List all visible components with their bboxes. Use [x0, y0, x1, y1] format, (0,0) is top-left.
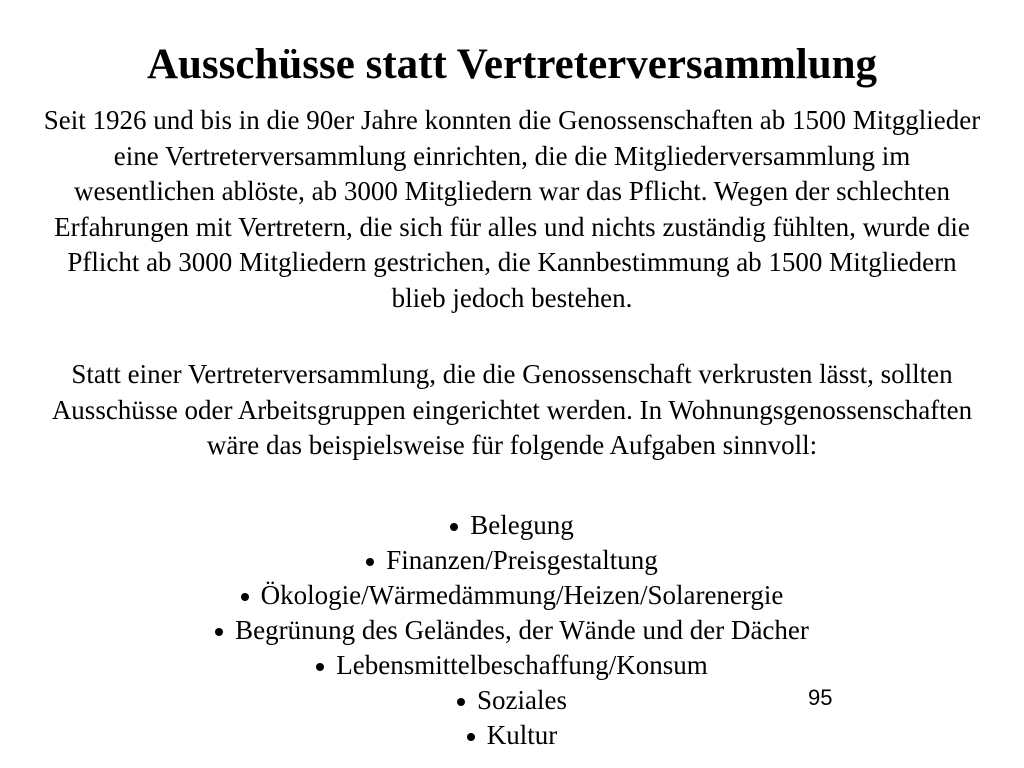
- bullet-dot-icon: [366, 558, 374, 566]
- bullet-dot-icon: [457, 698, 465, 706]
- list-item-label: Lebensmittelbeschaffung/Konsum: [336, 650, 708, 680]
- list-item-label: Begrünung des Geländes, der Wände und der Dächer: [235, 615, 809, 645]
- list-item: [40, 543, 984, 578]
- slide-title: Ausschüsse statt Vertreterversammlung: [146, 41, 878, 88]
- list-item-label: Soziales: [477, 685, 567, 715]
- list-item-label: Finanzen/Preisgestaltung: [386, 545, 658, 575]
- task-list: [40, 508, 984, 753]
- bullet-dot-icon: [450, 523, 458, 531]
- proposal-paragraph: Statt einer Vertreterversammlung, die die Genossenschaft verkrusten lässt, sollten Ausschüsse oder Arbeitsgruppen eingerichtet werden. In Wohnungsgenossenschaften wäre das beispielsweise für folgende Aufgaben sinnvoll:: [51, 359, 973, 460]
- intro-paragraph: Seit 1926 und bis in die 90er Jahre konnten die Genossenschaften ab 1500 Mitgglieder eine Vertreterversammlung einrichten, die die Mitgliederversammlung im wesentlichen ablöste, ab 3000 Mitgliedern war das Pflicht. Wegen der schlechten Erfahrungen mit Vertretern, die sich für alles und nichts zuständig fühlten, wurde die Pflicht ab 3000 Mitgliedern gestrichen, die Kannbestimmung ab 1500 Mitgliedern blieb jedoch bestehen.: [43, 105, 981, 313]
- list-item: [40, 508, 984, 543]
- list-item: [40, 578, 984, 613]
- list-item: [40, 718, 984, 753]
- bullet-dot-icon: [467, 733, 475, 741]
- bullet-dot-icon: [316, 663, 324, 671]
- bullet-dot-icon: [215, 628, 223, 636]
- list-item: [40, 613, 984, 648]
- list-item-label: Ökologie/Wärmedämmung/Heizen/Solarenergie: [260, 580, 784, 610]
- bullet-dot-icon: [241, 593, 249, 601]
- list-item: [40, 648, 984, 683]
- list-item-label: Kultur: [486, 720, 558, 750]
- list-item-label: Belegung: [470, 510, 574, 540]
- list-item: [40, 683, 984, 718]
- page-number: 95: [808, 685, 833, 710]
